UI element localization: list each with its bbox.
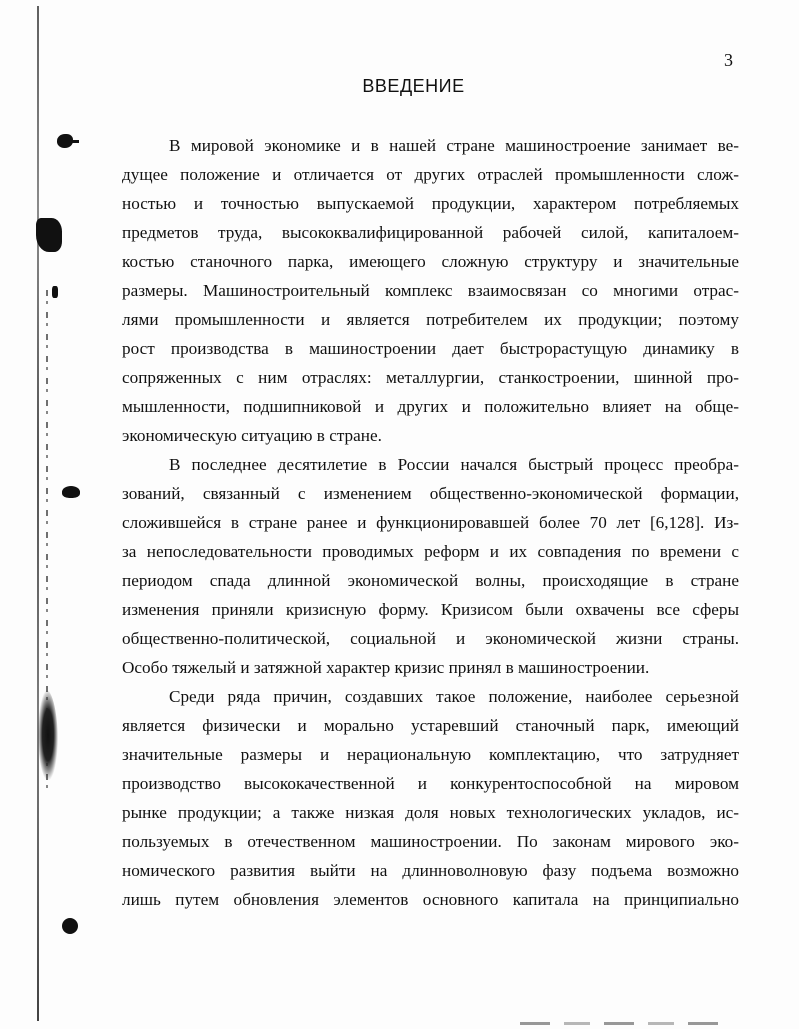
text-line: В мировой экономике и в нашей стране машиностроение занимает ве-	[169, 136, 739, 155]
ink-blot	[62, 918, 78, 934]
ink-blot	[62, 486, 80, 498]
ink-blot	[36, 218, 62, 252]
text-line: мышленности, подшипниковой и других и положительно влияет на обще-	[122, 397, 739, 416]
ink-blot	[52, 286, 58, 298]
ink-blot	[57, 134, 73, 148]
text-line: сложившейся в стране ранее и функционировавшей более 70 лет [6,128]. Из-	[122, 513, 739, 532]
scan-edge-shadow	[37, 6, 39, 1021]
text-line: пользуемых в отечественном машиностроении. По законам мирового эко-	[122, 832, 739, 851]
text-line: рост производства в машиностроении дает быстрорастущую динамику в	[122, 339, 739, 358]
text-line: ностью и точностью выпускаемой продукции, характером потребляемых	[122, 194, 739, 213]
text-line: общественно-политической, социальной и экономической жизни страны.	[122, 629, 739, 648]
text-line: экономическую ситуацию в стране.	[122, 426, 382, 445]
page-number: 3	[724, 50, 733, 70]
text-line: Среди ряда причин, создавших такое положение, наиболее серьезной	[169, 687, 739, 706]
text-line: Особо тяжелый и затяжной характер кризис принял в машиностроении.	[122, 658, 650, 677]
text-line: В последнее десятилетие в России начался быстрый процесс преобра-	[169, 455, 739, 474]
text-line: предметов труда, высококвалифицированной рабочей силой, капиталоем-	[122, 223, 739, 242]
ink-blot	[38, 690, 58, 780]
text-line: лишь путем обновления элементов основного капитала на принципиально	[122, 890, 739, 909]
text-line: периодом спада длинной экономической волны, происходящие в стране	[122, 571, 739, 590]
text-line: производство высококачественной и конкурентоспособной на мировом	[122, 774, 739, 793]
text-line: является физически и морально устаревший станочный парк, имеющий	[122, 716, 739, 735]
text-line: зований, связанный с изменением общественно-экономической формации,	[122, 484, 739, 503]
scan-bottom-smudge	[520, 1022, 720, 1025]
text-line: дущее положение и отличается от других отраслей промышленности слож-	[122, 165, 739, 184]
text-line: за непоследовательности проводимых реформ и их совпадения по времени с	[122, 542, 739, 561]
text-line: значительные размеры и нерациональную комплектацию, что затрудняет	[122, 745, 739, 764]
text-line: изменения приняли кризисную форму. Кризисом были охвачены все сферы	[122, 600, 739, 619]
text-line: сопряженных с ним отраслях: металлургии, станкостроении, шинной про-	[122, 368, 739, 387]
text-line: костью станочного парка, имеющего сложную структуру и значительные	[122, 252, 739, 271]
text-line: размеры. Машиностроительный комплекс взаимосвязан со многими отрас-	[122, 281, 739, 300]
text-line: номического развития выйти на длинноволновую фазу подъема возможно	[122, 861, 739, 880]
page-title: ВВЕДЕНИЕ	[362, 76, 465, 96]
text-line: лями промышленности и является потребителем их продукции; поэтому	[122, 310, 739, 329]
text-line: рынке продукции; а также низкая доля новых технологических укладов, ис-	[122, 803, 739, 822]
